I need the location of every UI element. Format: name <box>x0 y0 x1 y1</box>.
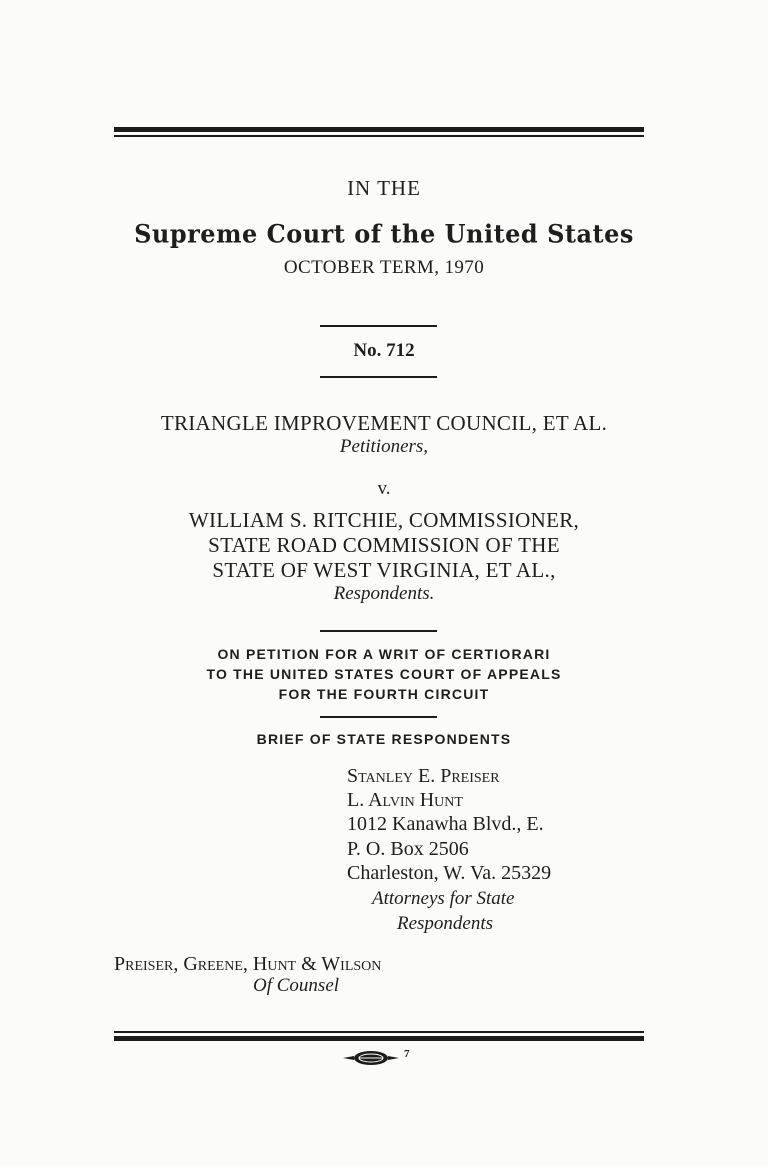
printer-mark-number: 7 <box>404 1048 410 1060</box>
petitioner-role: Petitioners, <box>339 436 429 457</box>
bottom-rule-thin <box>114 1031 644 1033</box>
printer-union-emblem-icon <box>340 1050 402 1066</box>
attorney-address: 1012 Kanawha Blvd., E. <box>347 813 544 835</box>
term-line: OCTOBER TERM, 1970 <box>283 257 485 278</box>
top-rule-thin <box>114 135 644 137</box>
petition-line: FOR THE FOURTH CIRCUIT <box>278 686 490 702</box>
case-number: No. 712 <box>353 340 415 361</box>
petitioner-name: TRIANGLE IMPROVEMENT COUNCIL, ET AL. <box>160 411 608 435</box>
counsel-role: Of Counsel <box>253 975 340 996</box>
attorney-address: Charleston, W. Va. 25329 <box>347 862 552 884</box>
petition-rule-top <box>320 630 437 632</box>
bottom-rule-thick <box>114 1036 644 1041</box>
petition-line: ON PETITION FOR A WRIT OF CERTIORARI <box>217 646 551 662</box>
respondent-role: Respondents. <box>333 583 435 604</box>
brief-title: BRIEF OF STATE RESPONDENTS <box>256 731 512 747</box>
top-rule-thick <box>114 127 644 132</box>
attorney-name: L. Alvin Hunt <box>347 789 463 811</box>
respondent-line: STATE OF WEST VIRGINIA, ET AL., <box>212 558 556 582</box>
brief-rule <box>320 716 437 718</box>
versus: v. <box>377 478 391 499</box>
attorney-role: Respondents <box>397 913 494 934</box>
in-the-heading: IN THE <box>347 176 421 200</box>
court-name: Supreme Court of the United States <box>134 218 634 249</box>
respondent-line: STATE ROAD COMMISSION OF THE <box>208 533 560 557</box>
attorney-name: Stanley E. Preiser <box>347 765 500 787</box>
respondent-line: WILLIAM S. RITCHIE, COMMISSIONER, <box>188 508 580 532</box>
case-number-rule-bottom <box>320 376 437 378</box>
counsel-firm: Preiser, Greene, Hunt & Wilson <box>114 953 382 975</box>
petition-line: TO THE UNITED STATES COURT OF APPEALS <box>206 666 562 682</box>
attorney-role: Attorneys for State <box>372 888 515 909</box>
attorney-address: P. O. Box 2506 <box>347 838 469 860</box>
case-number-rule-top <box>320 325 437 327</box>
